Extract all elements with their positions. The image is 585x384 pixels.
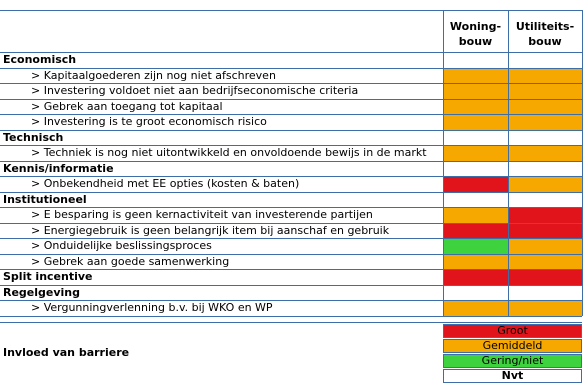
cell-woningbouw (444, 69, 508, 84)
grid-line (508, 114, 509, 130)
cell-utiliteitsbouw (509, 224, 582, 239)
grid-line (0, 322, 582, 323)
grid-line (508, 68, 509, 84)
grid-line (443, 68, 444, 84)
grid-line (582, 238, 583, 254)
grid-line (508, 99, 509, 115)
cell-utiliteitsbouw (509, 208, 582, 223)
grid-line (582, 161, 583, 177)
grid-line (443, 145, 444, 161)
grid-line (443, 176, 444, 192)
grid-line (0, 130, 582, 131)
barrier-label: > Onbekendheid met EE opties (kosten & baten) (31, 177, 300, 190)
grid-line (508, 52, 509, 68)
barrier-label: > Gebrek aan toegang tot kapitaal (31, 99, 223, 113)
grid-line (443, 238, 444, 254)
grid-line (443, 300, 444, 316)
grid-line (582, 114, 583, 130)
grid-line (508, 176, 509, 192)
category-label: Split incentive (3, 270, 93, 283)
legend-item: Gering/niet (443, 354, 582, 368)
legend-item: Groot (443, 324, 582, 338)
grid-line (582, 83, 583, 99)
cell-utiliteitsbouw (509, 270, 582, 285)
header-utiliteitsbouw: bouw (528, 35, 562, 48)
category-label: Kennis/informatie (3, 161, 114, 175)
cell-utiliteitsbouw (509, 301, 582, 316)
header-woningbouw: Woning- (449, 20, 502, 33)
header-utiliteitsbouw: Utiliteits- (515, 20, 575, 33)
cell-woningbouw (444, 208, 508, 223)
grid-line (508, 161, 509, 177)
grid-line (0, 285, 582, 286)
cell-utiliteitsbouw (509, 115, 582, 130)
grid-line (582, 176, 583, 192)
category-label: Institutioneel (3, 192, 87, 206)
grid-line (443, 269, 444, 285)
grid-line (582, 285, 583, 301)
cell-utiliteitsbouw (509, 69, 582, 84)
legend-item: Gemiddeld (443, 339, 582, 353)
barrier-label: > Gebrek aan goede samenwerking (31, 254, 230, 268)
grid-line (508, 130, 509, 146)
grid-line (443, 161, 444, 177)
grid-line (0, 192, 582, 193)
grid-line (582, 223, 583, 239)
grid-line (582, 207, 583, 223)
legend-title: Invloed van barriere (3, 346, 130, 359)
grid-line (443, 130, 444, 146)
barrier-label: > E besparing is geen kernactiviteit van investerende partijen (31, 208, 373, 221)
cell-utiliteitsbouw (509, 239, 582, 254)
cell-woningbouw (444, 239, 508, 254)
cell-woningbouw (444, 115, 508, 130)
grid-line (508, 83, 509, 99)
grid-line (0, 316, 582, 317)
grid-line (508, 223, 509, 239)
grid-line (508, 207, 509, 223)
category-label: Economisch (3, 53, 77, 66)
category-label: Regelgeving (3, 285, 81, 299)
grid-line (582, 52, 583, 68)
barrier-label: > Techniek is nog niet uitontwikkeld en onvoldoende bewijs in de markt (31, 146, 427, 159)
grid-line (443, 207, 444, 223)
grid-line (443, 223, 444, 239)
grid-line (443, 114, 444, 130)
grid-line (582, 300, 583, 316)
grid-line (443, 285, 444, 301)
barrier-label: > Investering is te groot economisch risico (31, 115, 267, 128)
cell-woningbouw (444, 84, 508, 99)
grid-line (508, 254, 509, 270)
grid-line (508, 145, 509, 161)
grid-line (582, 269, 583, 285)
header-woningbouw: bouw (458, 35, 493, 48)
grid-line (508, 238, 509, 254)
barrier-label: > Onduidelijke beslissingsproces (31, 239, 212, 252)
grid-line (443, 192, 444, 208)
category-label: Technisch (3, 130, 64, 144)
barrier-label: > Kapitaalgoederen zijn nog niet afschreven (31, 68, 276, 82)
cell-utiliteitsbouw (509, 100, 582, 115)
grid-line (443, 254, 444, 270)
grid-line (508, 285, 509, 301)
grid-line (582, 130, 583, 146)
grid-line (443, 83, 444, 99)
cell-woningbouw (444, 255, 508, 270)
cell-woningbouw (444, 100, 508, 115)
barrier-label: > Vergunningverlenning b.v. bij WKO en WP (31, 301, 273, 314)
cell-utiliteitsbouw (509, 255, 582, 270)
grid-line (443, 52, 444, 68)
grid-line (582, 68, 583, 84)
grid-line (508, 269, 509, 285)
cell-utiliteitsbouw (509, 84, 582, 99)
grid-line (582, 254, 583, 270)
grid-line (508, 192, 509, 208)
barrier-label: > Investering voldoet niet aan bedrijfseconomische criteria (31, 84, 359, 97)
grid-line (443, 99, 444, 115)
grid-line (582, 99, 583, 115)
grid-line (582, 145, 583, 161)
grid-line (582, 10, 583, 52)
cell-woningbouw (444, 301, 508, 316)
legend-item: Nvt (443, 369, 582, 383)
cell-woningbouw (444, 146, 508, 161)
cell-utiliteitsbouw (509, 146, 582, 161)
grid-line (0, 10, 582, 11)
cell-woningbouw (444, 177, 508, 192)
cell-woningbouw (444, 270, 508, 285)
cell-utiliteitsbouw (509, 177, 582, 192)
grid-line (508, 300, 509, 316)
cell-woningbouw (444, 224, 508, 239)
grid-line (0, 52, 582, 53)
grid-line (582, 192, 583, 208)
barrier-label: > Energiegebruik is geen belangrijk item bij aanschaf en gebruik (31, 223, 390, 237)
